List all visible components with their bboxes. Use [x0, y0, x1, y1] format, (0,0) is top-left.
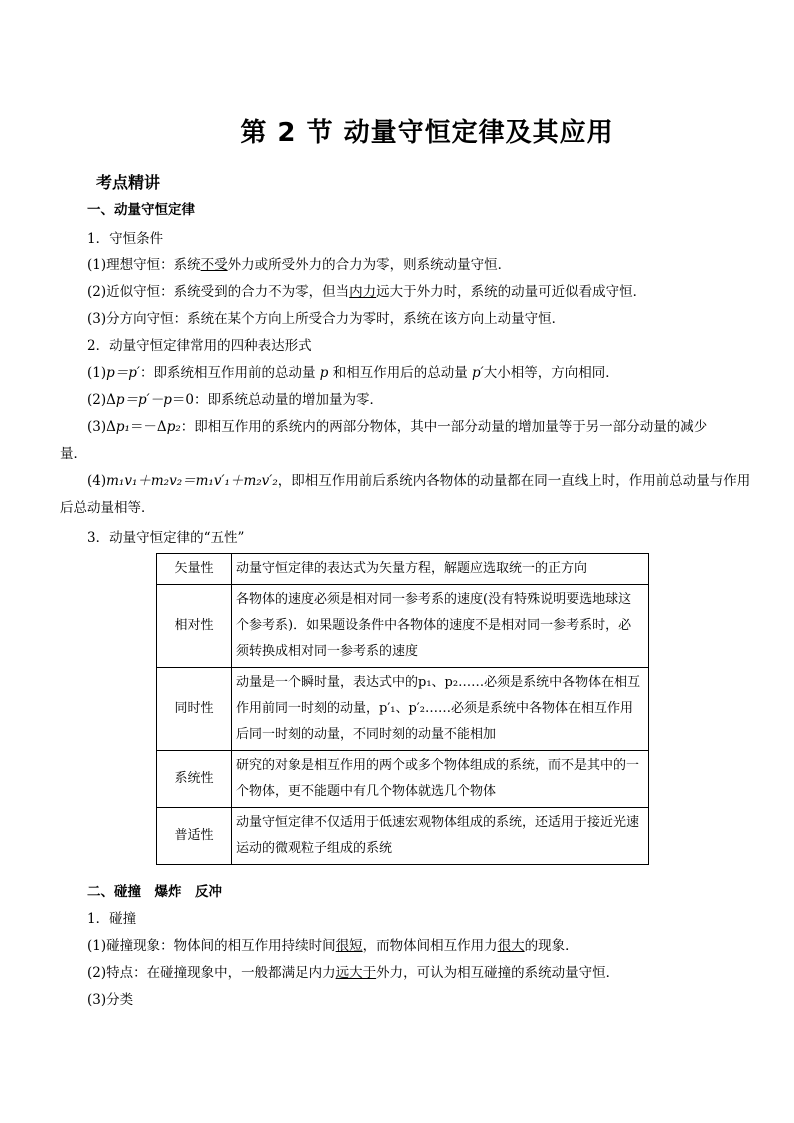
table-key-cell: 相对性	[157, 585, 232, 668]
table-key-cell: 系统性	[157, 751, 232, 808]
table-key-cell: 矢量性	[157, 554, 232, 585]
part2-heading: 二、碰撞 爆炸 反冲	[87, 884, 222, 900]
page-title: 第 2 节 动量守恒定律及其应用	[240, 118, 614, 148]
section-heading: 考点精讲	[96, 173, 161, 192]
part1-heading: 一、动量守恒定律	[87, 202, 195, 218]
collision-classification: (3)分类	[87, 992, 134, 1008]
form-3: (3)Δp₁＝－Δp₂：即相互作用的系统内的两部分物体，其中一部分动量的增加量等于另一部分动量的减少	[87, 419, 708, 435]
subsection-five-properties: 3．动量守恒定律的“五性”	[87, 530, 245, 546]
form-4-continued: 后总动量相等．	[60, 500, 155, 516]
five-properties-table	[156, 553, 649, 865]
collision-phenomenon: (1)碰撞现象：物体间的相互作用持续时间很短，而物体间相互作用力很大的现象．	[87, 938, 579, 954]
table-key-cell: 普适性	[157, 808, 232, 865]
table-row	[157, 668, 649, 751]
table-value-cell: 动量守恒定律的表达式为矢量方程，解题应选取统一的正方向	[232, 554, 649, 585]
form-2: (2)Δp＝p′－p＝0：即系统总动量的增加量为零．	[87, 392, 383, 408]
table-value-cell: 研究的对象是相互作用的两个或多个物体组成的系统，而不是其中的一个物体，更不能题中有几个物体就选几个物体	[232, 751, 649, 808]
condition-approximate: (2)近似守恒：系统受到的合力不为零，但当内力远大于外力时，系统的动量可近似看成守恒．	[87, 284, 647, 300]
condition-ideal: (1)理想守恒：系统不受外力或所受外力的合力为零，则系统动量守恒．	[87, 257, 512, 273]
subsection-conditions: 1．守恒条件	[87, 231, 164, 247]
table-value-cell: 各物体的速度必须是相对同一参考系的速度(没有特殊说明要选地球这个参考系)．如果题设条件中各物体的速度不是相对同一参考系时，必须转换成相对同一参考系的速度	[232, 585, 649, 668]
form-3-continued: 量．	[60, 446, 87, 462]
table-value-cell: 动量是一个瞬时量，表达式中的p₁、p₂……必须是系统中各物体在相互作用前同一时刻的动量，p′₁、p′₂……必须是系统中各物体在相互作用后同一时刻的动量，不同时刻的动量不能相加	[232, 668, 649, 751]
table-row	[157, 808, 649, 865]
table-row	[157, 585, 649, 668]
subsection-collision: 1．碰撞	[87, 911, 137, 927]
subsection-forms: 2．动量守恒定律常用的四种表达形式	[87, 338, 312, 354]
condition-directional: (3)分方向守恒：系统在某个方向上所受合力为零时，系统在该方向上动量守恒．	[87, 311, 566, 327]
collision-feature: (2)特点：在碰撞现象中，一般都满足内力远大于外力，可认为相互碰撞的系统动量守恒．	[87, 965, 620, 981]
table-value-cell: 动量守恒定律不仅适用于低速宏观物体组成的系统，还适用于接近光速运动的微观粒子组成的系统	[232, 808, 649, 865]
table-row	[157, 554, 649, 585]
table-row	[157, 751, 649, 808]
form-4: (4)m₁v₁＋m₂v₂＝m₁v′₁＋m₂v′₂，即相互作用前后系统内各物体的动量都在同一直线上时，作用前总动量与作用	[87, 473, 751, 489]
form-1: (1)p＝p′：即系统相互作用前的总动量 p 和相互作用后的总动量 p′大小相等，方向相同．	[87, 365, 619, 381]
table-key-cell: 同时性	[157, 668, 232, 751]
